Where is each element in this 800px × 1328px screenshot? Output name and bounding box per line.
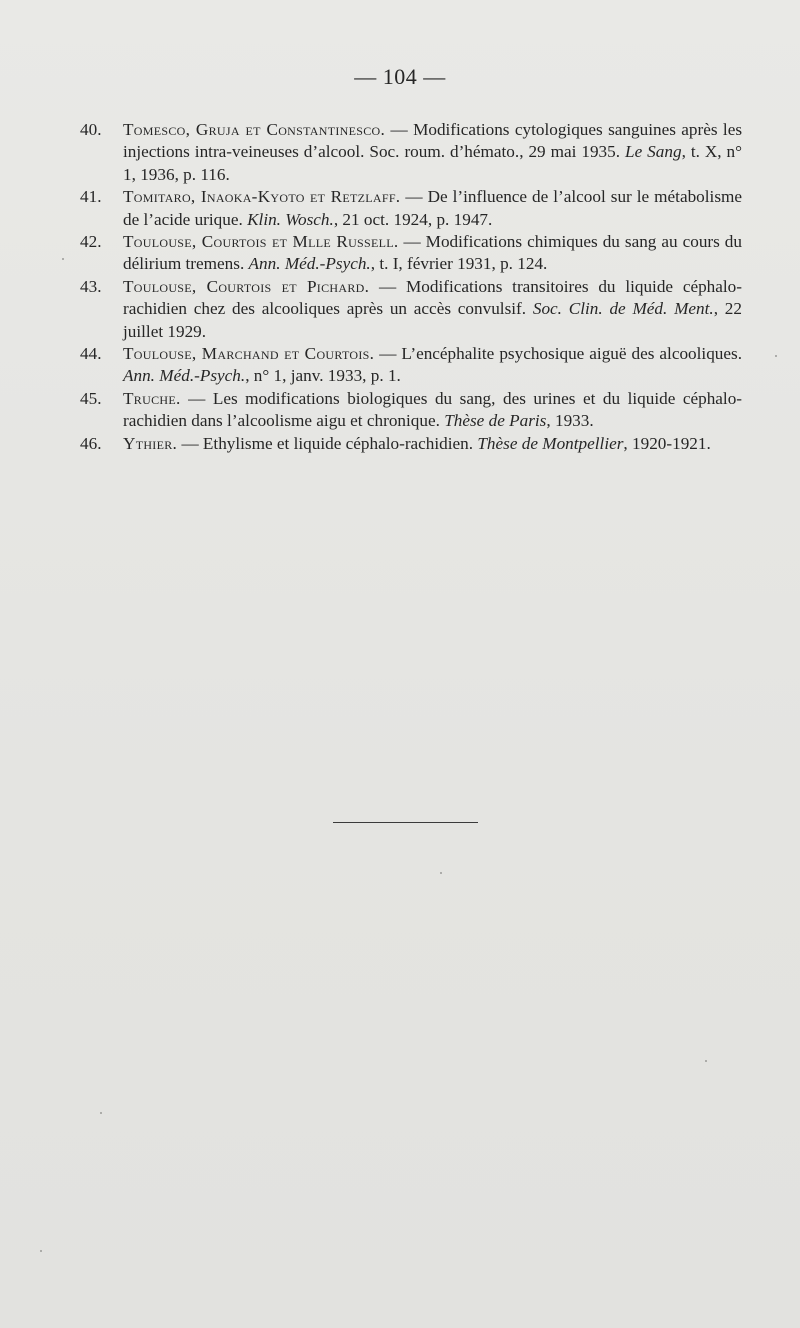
paper-speck: [705, 1060, 707, 1062]
reference-authors: Toulouse, Courtois et Pichard.: [123, 276, 370, 296]
reference-title: Modifications cytologiques sanguines après les injections intra-veineuses d’alcool. Soc. roum. d’hémato., 29 mai 1935.: [123, 120, 743, 162]
reference-title: Modifications chimiques du sang au cours du délirium tremens.: [123, 232, 742, 274]
reference-title: De l’influence de l’alcool sur le métabolisme de l’acide urique.: [123, 187, 743, 229]
reference-authors: Toulouse, Marchand et Courtois.: [123, 344, 375, 364]
reference-authors: Tomitaro, Inaoka-Kyoto et Retzlaff.: [123, 187, 401, 207]
reference-number: 42.: [80, 232, 102, 252]
reference-authors: Ythier.: [123, 433, 178, 453]
reference-number: 46.: [80, 433, 102, 453]
reference-authors: Truche.: [123, 388, 181, 408]
reference-list: [80, 119, 742, 455]
reference-journal: Thèse de Montpellier: [477, 433, 624, 453]
end-rule: [333, 822, 478, 823]
reference-separator: —: [180, 388, 213, 408]
reference-details: , t. X, n° 1, 1936, p. 116.: [123, 142, 743, 184]
page-number: — 104 —: [354, 64, 446, 89]
reference-title: Ethylisme et liquide céphalo-rachidien.: [202, 433, 478, 453]
reference-item: [80, 343, 742, 388]
paper-speck: [775, 355, 777, 357]
reference-number: 43.: [80, 276, 102, 296]
paper-speck: [40, 1250, 42, 1252]
reference-separator: —: [400, 187, 428, 207]
reference-journal: Ann. Méd.-Psych.: [248, 254, 371, 274]
reference-journal: Klin. Wosch.: [247, 209, 334, 229]
reference-title: Les modifications biologiques du sang, des urines et du liquide céphalo-rachidien dans l’alcoolisme aigu et chronique.: [123, 388, 743, 431]
reference-separator: —: [369, 276, 406, 296]
reference-title: L’encéphalite psychosique aiguë des alcooliques.: [401, 344, 743, 364]
reference-details: , 22 juillet 1929.: [123, 299, 742, 341]
reference-authors: Toulouse, Courtois et Mlle Russell.: [123, 232, 399, 252]
reference-item: [80, 119, 742, 186]
reference-details: , t. I, février 1931, p. 124.: [370, 254, 548, 274]
reference-journal: Ann. Méd.-Psych.: [123, 366, 246, 386]
reference-journal: Le Sang: [625, 142, 682, 162]
reference-separator: —: [374, 344, 402, 364]
reference-item: [80, 276, 742, 343]
reference-number: 41.: [80, 187, 102, 207]
paper-speck: [440, 872, 442, 874]
reference-title: Modifications transitoires du liquide céphalo-rachidien chez des alcooliques après un accès convulsif.: [123, 276, 743, 319]
reference-separator: —: [385, 120, 414, 139]
reference-number: 40.: [80, 120, 102, 139]
reference-separator: —: [398, 232, 426, 252]
reference-details: , n° 1, janv. 1933, p. 1.: [245, 366, 401, 386]
reference-number: 44.: [80, 344, 102, 364]
reference-journal: Soc. Clin. de Méd. Ment.: [532, 299, 714, 319]
reference-details: , 1920-1921.: [623, 433, 711, 453]
paper-speck: [100, 1112, 102, 1114]
reference-number: 45.: [80, 388, 102, 408]
reference-item: [80, 186, 742, 231]
reference-authors: Tomesco, Gruja et Constantinesco.: [123, 120, 386, 139]
reference-item: [80, 388, 742, 433]
reference-separator: —: [177, 433, 203, 453]
reference-item: [80, 231, 742, 276]
reference-item: [80, 433, 742, 455]
reference-journal: Thèse de Paris: [444, 411, 547, 431]
reference-details: , 1933.: [546, 411, 594, 431]
paper-speck: [62, 258, 64, 260]
reference-details: , 21 oct. 1924, p. 1947.: [333, 209, 493, 229]
